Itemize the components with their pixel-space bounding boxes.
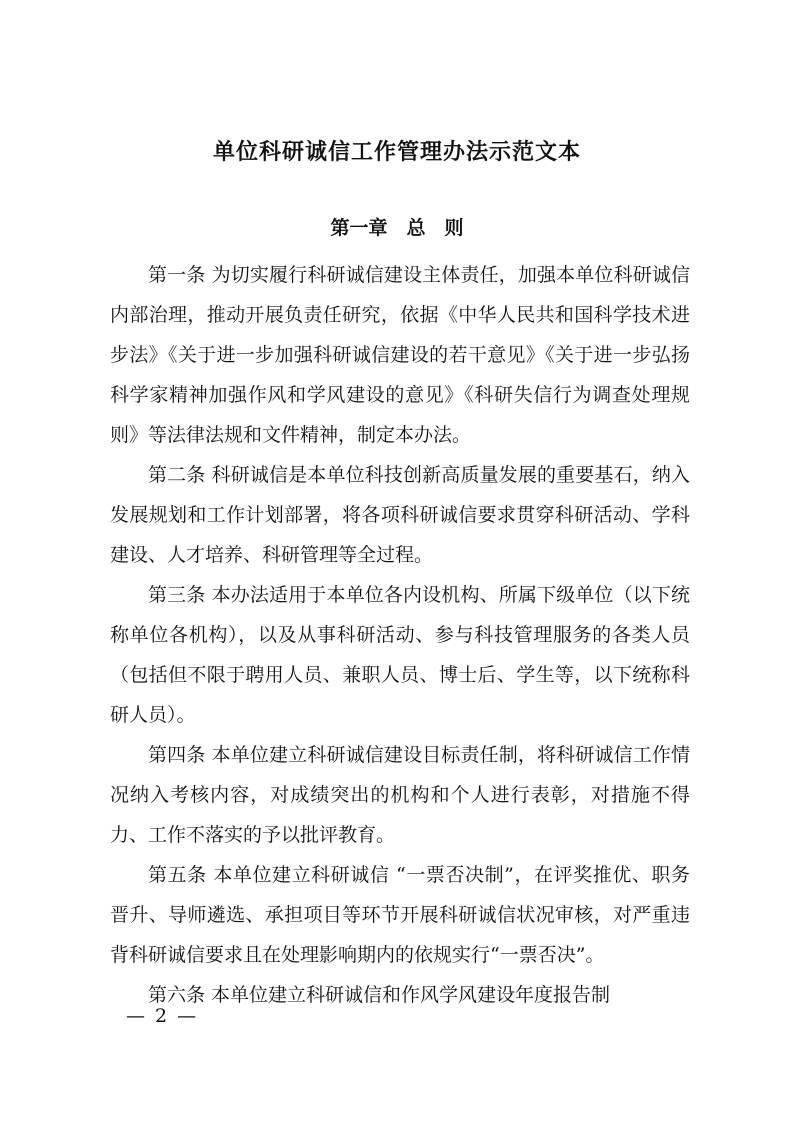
- document-body: [110, 255, 690, 1015]
- article-5: 第五条 本单位建立科研诚信 “一票否决制”，在评奖推优、职务晋升、导师遴选、承担项目等环节开展科研诚信状况审核，对严重违背科研诚信要求且在处理影响期内的依规实行“一票否决”。: [110, 864, 690, 966]
- document-title: 单位科研诚信工作管理办法示范文本: [212, 140, 581, 165]
- article-6: 第六条 本单位建立科研诚信和作风学风建设年度报告制: [148, 984, 611, 1006]
- chapter-heading: 第一章 总 则: [330, 217, 464, 239]
- article-2: 第二条 科研诚信是本单位科技创新高质量发展的重要基石，纳入发展规划和工作计划部署，将各项科研诚信要求贯穿科研活动、学科建设、人才培养、科研管理等全过程。: [110, 464, 690, 566]
- article-4: 第四条 本单位建立科研诚信建设目标责任制，将科研诚信工作情况纳入考核内容，对成绩突出的机构和个人进行表彰，对措施不得力、工作不落实的予以批评教育。: [110, 744, 690, 846]
- page-number: — 2 —: [126, 1005, 199, 1027]
- article-1: 第一条 为切实履行科研诚信建设主体责任，加强本单位科研诚信内部治理，推动开展负责任研究，依据《中华人民共和国科学技术进步法》《关于进一步加强科研诚信建设的若干意见》《关于进一步弘扬科学家精神加强作风和学风建设的意见》《科研失信行为调查处理规则》等法律法规和文件精神，制定本办法。: [110, 264, 690, 446]
- article-3: 第三条 本办法适用于本单位各内设机构、所属下级单位（以下统称单位各机构），以及从事科研活动、参与科技管理服务的各类人员（包括但不限于聘用人员、兼职人员、博士后、学生等，以下统称科研人员）。: [110, 584, 690, 726]
